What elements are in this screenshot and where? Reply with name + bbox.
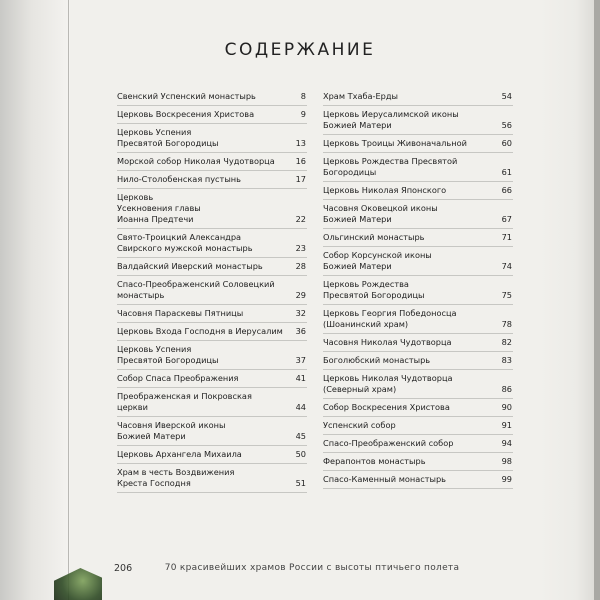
toc-entry bbox=[323, 453, 513, 471]
toc-entry bbox=[323, 334, 513, 352]
toc-entry-page: 22 bbox=[295, 214, 306, 224]
toc-entry-title: Спасо-Преображенский собор bbox=[323, 438, 454, 448]
footer-page-number: 206 bbox=[114, 563, 133, 574]
toc-entry bbox=[117, 276, 307, 305]
footer-book-title: 70 красивейших храмов России с высоты птичьего полета bbox=[164, 563, 460, 573]
toc-entry-title: Церковь Георгия Победоносца (Шоанинский храм) bbox=[323, 308, 457, 329]
toc-entry-title: Часовня Параскевы Пятницы bbox=[117, 308, 244, 318]
toc-entry-page: 9 bbox=[300, 109, 306, 119]
toc-left-column bbox=[117, 88, 307, 493]
toc-entry-page: 50 bbox=[295, 449, 306, 459]
page-title: СОДЕРЖАНИЕ bbox=[224, 40, 376, 60]
toc-entry-page: 8 bbox=[300, 91, 306, 101]
toc-entry bbox=[117, 88, 307, 106]
toc-entry bbox=[323, 305, 513, 334]
toc-entry-page: 41 bbox=[295, 373, 306, 383]
toc-entry-page: 90 bbox=[501, 402, 512, 412]
toc-entry-title: Церковь Архангела Михаила bbox=[117, 449, 242, 459]
toc-entry-page: 94 bbox=[501, 438, 512, 448]
toc-entry bbox=[323, 229, 513, 247]
toc-entry-title: Свято-Троицкий Александра Свирского мужской монастырь bbox=[117, 232, 253, 253]
toc-entry-page: 99 bbox=[501, 474, 512, 484]
book-spine-shadow bbox=[0, 0, 70, 600]
toc-entry bbox=[117, 341, 307, 370]
toc-entry bbox=[117, 370, 307, 388]
toc-entry-title: Церковь Успения Пресвятой Богородицы bbox=[117, 344, 219, 365]
toc-entry-title: Часовня Оковецкой иконы Божией Матери bbox=[323, 203, 438, 224]
toc-entry bbox=[323, 276, 513, 305]
toc-entry bbox=[117, 153, 307, 171]
toc-entry bbox=[323, 153, 513, 182]
toc-entry-page: 17 bbox=[295, 174, 306, 184]
toc-entry-title: Боголюбский монастырь bbox=[323, 355, 431, 365]
toc-entry-title: Церковь Усекновения главы Иоанна Предтечи bbox=[117, 192, 201, 224]
toc-entry bbox=[323, 247, 513, 276]
toc-entry bbox=[323, 200, 513, 229]
toc-entry-page: 60 bbox=[501, 138, 512, 148]
toc-entry-page: 28 bbox=[295, 261, 306, 271]
toc-entry bbox=[117, 417, 307, 446]
toc-entry-title: Успенский собор bbox=[323, 420, 396, 430]
toc-entry-title: Спасо-Преображенский Соловецкий монастырь bbox=[117, 279, 275, 300]
toc-entry-title: Церковь Рождества Пресвятой Богородицы bbox=[323, 156, 458, 177]
toc-entry bbox=[117, 189, 307, 229]
toc-entry-page: 71 bbox=[501, 232, 512, 242]
toc-entry-page: 36 bbox=[295, 326, 306, 336]
toc-entry bbox=[117, 171, 307, 189]
toc-entry-page: 32 bbox=[295, 308, 306, 318]
toc-entry-page: 66 bbox=[501, 185, 512, 195]
toc-entry bbox=[323, 370, 513, 399]
toc-entry bbox=[117, 305, 307, 323]
toc-entry-title: Церковь Входа Господня в Иерусалим bbox=[117, 326, 283, 336]
toc-entry bbox=[117, 229, 307, 258]
toc-entry-page: 23 bbox=[295, 243, 306, 253]
page-right-edge bbox=[594, 0, 600, 600]
toc-entry-title: Храм в честь Воздвижения Креста Господня bbox=[117, 467, 235, 488]
toc-entry-page: 83 bbox=[501, 355, 512, 365]
toc-entry-title: Собор Воскресения Христова bbox=[323, 402, 450, 412]
toc-entry-title: Церковь Воскресения Христова bbox=[117, 109, 255, 119]
toc-entry-page: 86 bbox=[501, 384, 512, 394]
toc-entry-title: Свенский Успенский монастырь bbox=[117, 91, 256, 101]
toc-entry bbox=[117, 388, 307, 417]
toc-entry-page: 61 bbox=[501, 167, 512, 177]
toc-entry-page: 75 bbox=[501, 290, 512, 300]
toc-entry-title: Церковь Николая Японского bbox=[323, 185, 447, 195]
toc-entry-title: Валдайский Иверский монастырь bbox=[117, 261, 263, 271]
page-right-shadow bbox=[540, 0, 600, 600]
toc-entry bbox=[117, 124, 307, 153]
toc-entry-title: Ольгинский монастырь bbox=[323, 232, 425, 242]
toc-right-column bbox=[323, 88, 513, 489]
toc-entry bbox=[323, 135, 513, 153]
toc-entry bbox=[323, 352, 513, 370]
toc-entry-page: 98 bbox=[501, 456, 512, 466]
toc-entry-page: 29 bbox=[295, 290, 306, 300]
toc-entry-title: Церковь Успения Пресвятой Богородицы bbox=[117, 127, 219, 148]
toc-entry-page: 37 bbox=[295, 355, 306, 365]
toc-entry bbox=[117, 446, 307, 464]
toc-entry bbox=[117, 323, 307, 341]
page-edge bbox=[68, 0, 69, 600]
toc-entry-page: 51 bbox=[295, 478, 306, 488]
toc-entry-title: Нило-Столобенская пустынь bbox=[117, 174, 241, 184]
toc-entry-page: 13 bbox=[295, 138, 306, 148]
toc-entry bbox=[323, 435, 513, 453]
toc-entry bbox=[117, 464, 307, 493]
toc-entry bbox=[323, 106, 513, 135]
toc-entry-page: 67 bbox=[501, 214, 512, 224]
toc-entry bbox=[323, 471, 513, 489]
toc-entry-page: 56 bbox=[501, 120, 512, 130]
toc-entry-title: Церковь Иерусалимской иконы Божией Матери bbox=[323, 109, 459, 130]
toc-entry-title: Церковь Рождества Пресвятой Богородицы bbox=[323, 279, 425, 300]
toc-entry bbox=[117, 106, 307, 124]
toc-entry-page: 45 bbox=[295, 431, 306, 441]
toc-entry-title: Спасо-Каменный монастырь bbox=[323, 474, 447, 484]
toc-entry-title: Церковь Троицы Живоначальной bbox=[323, 138, 467, 148]
toc-entry-page: 74 bbox=[501, 261, 512, 271]
toc-entry-title: Собор Корсунской иконы Божией Матери bbox=[323, 250, 432, 271]
toc-entry-page: 54 bbox=[501, 91, 512, 101]
toc-entry bbox=[323, 399, 513, 417]
toc-entry-page: 91 bbox=[501, 420, 512, 430]
toc-entry bbox=[323, 182, 513, 200]
toc-entry-title: Храм Тхаба-Ерды bbox=[323, 91, 398, 101]
toc-entry bbox=[117, 258, 307, 276]
toc-entry-title: Ферапонтов монастырь bbox=[323, 456, 426, 466]
toc-entry-page: 78 bbox=[501, 319, 512, 329]
toc-entry-page: 44 bbox=[295, 402, 306, 412]
toc-entry-page: 82 bbox=[501, 337, 512, 347]
toc-entry-title: Часовня Иверской иконы Божией Матери bbox=[117, 420, 226, 441]
toc-entry-title: Морской собор Николая Чудотворца bbox=[117, 156, 275, 166]
toc-entry-title: Часовня Николая Чудотворца bbox=[323, 337, 452, 347]
toc-entry bbox=[323, 417, 513, 435]
toc-entry-title: Церковь Николая Чудотворца (Северный храм) bbox=[323, 373, 453, 394]
toc-entry-title: Преображенская и Покровская церкви bbox=[117, 391, 252, 412]
toc-entry-title: Собор Спаса Преображения bbox=[117, 373, 239, 383]
toc-entry bbox=[323, 88, 513, 106]
toc-entry-page: 16 bbox=[295, 156, 306, 166]
